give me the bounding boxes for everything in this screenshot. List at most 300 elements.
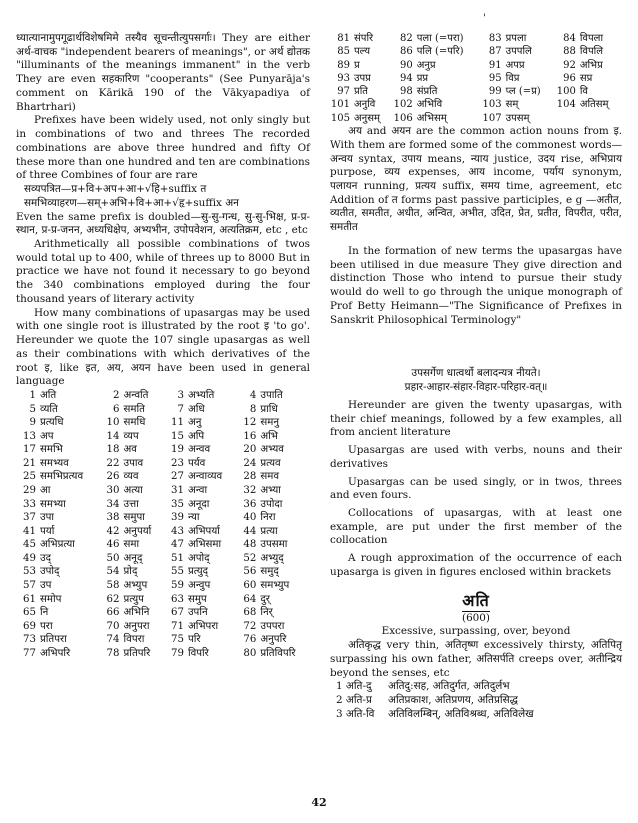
- entry-word: अभ्यति: [187, 390, 215, 402]
- entry-number: 66: [106, 607, 120, 619]
- table-cell: [100, 552, 164, 566]
- table-cell: [393, 59, 482, 72]
- page-number: 42: [311, 796, 327, 809]
- table-cell: [393, 45, 482, 58]
- formula-two: समभिव्याहरण—सम्+अभि+वि+आ+√हृ+suffix अन: [24, 196, 239, 209]
- entry-word: अभिपर्या: [187, 525, 220, 537]
- entry-number: 45: [23, 539, 36, 551]
- entry-number: 100: [556, 86, 576, 98]
- entry-word: प्रति: [354, 86, 368, 98]
- entry-number: 80: [243, 647, 257, 659]
- table-cell: [236, 593, 310, 607]
- entry-number: 70: [106, 620, 120, 632]
- entry-word: अव: [123, 444, 137, 456]
- table-cell: [164, 525, 236, 539]
- entry-word: निर्: [260, 607, 273, 619]
- entry-number: 73: [23, 634, 36, 646]
- table-cell: [236, 633, 310, 647]
- entry-word: समभ्युप: [260, 579, 290, 591]
- entry-word: उप: [40, 579, 52, 591]
- entry-word: उत्ता: [123, 498, 139, 510]
- right-column: [330, 32, 622, 722]
- root-i-paragraph: How many combinations of upasargas may be used with one single root is illustrated by the root इ 'to go'. Hereunder we quote the 107 single upasargas as well as their combinations with which derivatives of the root इ, like इत, अय, अयन have been used in general language: [16, 306, 310, 388]
- entry-word: समुद्: [260, 566, 279, 578]
- collocation-text: अतिप्रकाश, अतिप्रणय, अतिप्रसिद्ध: [388, 694, 518, 707]
- table-cell: [100, 633, 164, 647]
- table-row: [16, 579, 310, 593]
- entry-word: नि: [40, 607, 49, 619]
- table-cell: [100, 470, 164, 484]
- entry-word: अभ्युप: [123, 579, 148, 591]
- collocation-item: [330, 708, 622, 722]
- entry-word: अभिप्रत्या: [40, 539, 75, 551]
- formula-one: सव्यपत्रित—प्र+वि+अप+आ+√हि+suffix त: [24, 183, 207, 196]
- table-cell: [100, 538, 164, 552]
- entry-word: व्यति: [40, 403, 58, 415]
- entry-word: उपसमा: [260, 539, 288, 551]
- table-cell: [236, 565, 310, 579]
- table-cell: [16, 593, 100, 607]
- table-cell: [556, 72, 622, 85]
- entry-number: 60: [243, 579, 257, 591]
- entry-word: समुपा: [123, 512, 145, 524]
- table-cell: [100, 416, 164, 430]
- entry-word: पलि (=परि): [416, 46, 464, 58]
- table-cell: [236, 606, 310, 620]
- entry-word: अभिसमा: [187, 539, 222, 551]
- entry-number: 87: [488, 46, 502, 58]
- entry-word: समोप: [40, 593, 62, 605]
- table-cell: [236, 525, 310, 539]
- entry-word: अनुवि: [354, 99, 376, 111]
- entry-number: 56: [243, 566, 257, 578]
- entry-word: आ: [40, 485, 51, 497]
- entry-word: प्रत्यव: [260, 457, 281, 469]
- entry-number: 85: [337, 46, 350, 58]
- table-cell: [482, 32, 556, 45]
- table-cell: [393, 98, 482, 111]
- entry-number: 77: [23, 647, 36, 659]
- entry-number: 82: [399, 33, 413, 44]
- entry-word: अभिप्र: [579, 59, 603, 71]
- entry-number: 5: [29, 403, 36, 415]
- entry-word: अनुपर्या: [123, 525, 152, 537]
- entry-number: 17: [23, 444, 36, 456]
- entry-word: अत्या: [123, 485, 143, 497]
- entry-number: 7: [177, 403, 184, 415]
- occurrence-paragraph: A rough approximation of the occurrence of each upasarga is given in figures enclosed within brackets: [330, 552, 622, 578]
- entry-number: 14: [106, 430, 120, 442]
- table-cell: [556, 59, 622, 72]
- table-cell: [482, 112, 556, 125]
- entry-word: अन्वव: [187, 444, 211, 456]
- entry-number: 49: [23, 552, 36, 564]
- entry-number: 2: [113, 390, 120, 402]
- table-cell: [16, 511, 100, 525]
- entry-number: 18: [106, 444, 120, 456]
- entry-word: उपपलि: [505, 46, 532, 58]
- usage-paragraph: Upasargas are used with verbs, nouns and their derivatives: [330, 444, 622, 470]
- entry-number: 29: [23, 485, 36, 497]
- entry-number: 57: [23, 579, 36, 591]
- upasarga-table-right: [330, 32, 622, 125]
- twenty-upasargas-paragraph: Hereunder are given the twenty upasargas, with their chief meanings, followed by a few examples, all from ancient literature: [330, 398, 622, 439]
- entry-number: 76: [243, 634, 257, 646]
- entry-word: अनूद्: [123, 552, 143, 564]
- entry-word: सम्: [505, 99, 519, 111]
- entry-word: समभ्यव: [40, 457, 69, 469]
- table-cell: [100, 389, 164, 403]
- table-cell: [330, 98, 393, 111]
- table-cell: [164, 579, 236, 593]
- section-heading: अति: [462, 590, 490, 610]
- action-nouns-paragraph: अय and अयन are the common action nouns from इ. With them are formed some of the commonest words—अन्वय syntax, उपाय means, न्याय justice, उदय rise, अभिप्राय purpose, व्यय expenses, आय income, पर्याय synonym, पलायन running, प्रत्यय suffix, समय time, agreement, etc Addition of त forms past passive participles, e g —अतीत, व्यतीत, समतीत, अधीत, अन्वित, अभीत, उदित, प्रेत, प्रतीत, विपरीत, परीत, समतीत: [330, 125, 622, 234]
- entry-word: अभ्या: [260, 485, 281, 497]
- entry-number: 105: [330, 112, 350, 124]
- entry-word: सप्र: [579, 72, 593, 84]
- entry-number: 74: [106, 634, 120, 646]
- collocations-paragraph: Collocations of upasargas, with at least one example, are put under the first member of the collocation: [330, 506, 622, 547]
- entry-number: 58: [106, 579, 120, 591]
- entry-word: विपलि: [579, 46, 604, 58]
- table-cell: [164, 470, 236, 484]
- table-cell: [100, 511, 164, 525]
- entry-number: 47: [170, 539, 184, 551]
- entry-word: विपरि: [187, 647, 209, 659]
- collocation-list: [330, 680, 622, 721]
- entry-word: अनु: [187, 417, 202, 429]
- singly-paragraph: Upasargas can be used singly, or in twos, threes and even fours.: [330, 475, 622, 502]
- entry-number: 43: [170, 525, 184, 537]
- table-cell: [100, 620, 164, 634]
- entry-number: 36: [243, 498, 257, 510]
- entry-number: 51: [170, 552, 184, 564]
- table-row: [16, 389, 310, 403]
- entry-number: 27: [170, 471, 184, 483]
- entry-number: 23: [170, 457, 184, 469]
- table-row: [16, 457, 310, 471]
- table-cell: [164, 633, 236, 647]
- entry-word: न्या: [187, 512, 200, 524]
- table-cell: [236, 552, 310, 566]
- table-cell: [16, 416, 100, 430]
- entry-number: 24: [243, 457, 257, 469]
- table-cell: [236, 538, 310, 552]
- table-cell: [100, 430, 164, 444]
- entry-word: अपि: [187, 430, 205, 442]
- entry-number: 22: [106, 457, 120, 469]
- table-row: [16, 525, 310, 539]
- entry-word: अन्वति: [123, 390, 149, 402]
- entry-number: 44: [243, 525, 257, 537]
- entry-word: समव: [260, 471, 280, 483]
- entry-number: 99: [488, 86, 502, 98]
- table-cell: [100, 565, 164, 579]
- table-cell: [393, 85, 482, 98]
- entry-number: 84: [563, 33, 576, 44]
- table-cell: [164, 430, 236, 444]
- table-cell: [100, 498, 164, 512]
- table-cell: [482, 98, 556, 111]
- table-cell: [16, 579, 100, 593]
- entry-word: दुर्: [260, 593, 270, 605]
- entry-number: 102: [393, 99, 413, 111]
- entry-word: विपरा: [123, 634, 145, 646]
- table-cell: [16, 430, 100, 444]
- table-cell: [164, 511, 236, 525]
- entry-number: 72: [243, 620, 257, 632]
- table-row: [330, 45, 622, 58]
- table-cell: [393, 32, 482, 45]
- entry-word: अभ्यव: [260, 444, 284, 456]
- table-cell: [100, 606, 164, 620]
- table-cell: [236, 511, 310, 525]
- entry-number: 81: [337, 33, 350, 44]
- entry-word: समधि: [123, 417, 146, 429]
- table-cell: [100, 525, 164, 539]
- entry-number: 88: [563, 46, 576, 58]
- table-cell: [330, 59, 393, 72]
- table-cell: [556, 112, 622, 125]
- table-row: [330, 59, 622, 72]
- table-cell: [236, 470, 310, 484]
- entry-word: उपोद्: [40, 566, 60, 578]
- entry-number: 89: [337, 59, 350, 71]
- entry-word: पर्या: [40, 525, 55, 537]
- entry-word: वि: [579, 86, 588, 98]
- table-cell: [556, 85, 622, 98]
- entry-number: 21: [23, 457, 36, 469]
- entry-number: 86: [399, 46, 413, 58]
- entry-number: 31: [170, 485, 184, 497]
- entry-number: 38: [106, 512, 120, 524]
- table-cell: [482, 85, 556, 98]
- entry-word: अनुसम्: [354, 112, 380, 124]
- entry-word: उद्: [40, 552, 51, 564]
- entry-number: 106: [393, 112, 413, 124]
- table-row: [330, 85, 622, 98]
- collocation-label: 3 अति-वि: [336, 707, 375, 720]
- entry-word: उपनि: [187, 607, 208, 619]
- entry-word: अनुपरा: [123, 620, 150, 632]
- entry-number: 26: [106, 471, 120, 483]
- entry-number: 50: [106, 552, 120, 564]
- table-row: [330, 98, 622, 111]
- new-terms-paragraph: In the formation of new terms the upasargas have been utilised in due measure They give direction and distinction Those who intend to pursue their study would do well to go through the unique monograph of Prof Betty Heimann—"The Significance of Prefixes in Sanskrit Philosophical Terminology": [330, 244, 622, 326]
- table-cell: [236, 457, 310, 471]
- table-cell: [164, 484, 236, 498]
- table-row: [16, 498, 310, 512]
- table-row: [330, 32, 622, 45]
- entry-word: व्यव: [123, 471, 139, 483]
- entry-number: 71: [170, 620, 184, 632]
- table-cell: [16, 565, 100, 579]
- table-cell: [100, 647, 164, 661]
- table-row: [16, 511, 310, 525]
- table-row: [16, 606, 310, 620]
- entry-word: परा: [40, 620, 53, 632]
- entry-number: 83: [488, 33, 502, 44]
- table-cell: [164, 647, 236, 661]
- entry-word: समभ्या: [40, 498, 66, 510]
- upasarga-table-left: [16, 389, 310, 660]
- collocation-item: [330, 680, 622, 694]
- entry-word: समभि: [40, 444, 63, 456]
- entry-number: 37: [23, 512, 36, 524]
- entry-number: 93: [337, 72, 350, 84]
- entry-word: समभिप्रत्यव: [40, 471, 84, 483]
- entry-word: विपला: [579, 33, 604, 44]
- entry-number: 59: [170, 579, 184, 591]
- entry-number: 16: [243, 430, 257, 442]
- entry-number: 46: [106, 539, 120, 551]
- table-cell: [393, 72, 482, 85]
- entry-number: 8: [249, 403, 257, 415]
- entry-number: 52: [243, 552, 257, 564]
- entry-number: 91: [488, 59, 502, 71]
- entry-number: 12: [243, 417, 257, 429]
- entry-number: 13: [23, 430, 36, 442]
- entry-word: अन्वा: [187, 485, 208, 497]
- entry-number: 94: [399, 72, 413, 84]
- entry-word: समा: [123, 539, 140, 551]
- table-cell: [16, 403, 100, 417]
- table-cell: [16, 647, 100, 661]
- entry-number: 3: [177, 390, 184, 402]
- entry-number: 4: [249, 390, 257, 402]
- entry-word: संपरि: [354, 33, 374, 44]
- table-cell: [236, 484, 310, 498]
- entry-number: 64: [243, 593, 257, 605]
- entry-word: अपोद्: [187, 552, 210, 564]
- entry-word: उपोदा: [260, 498, 283, 510]
- entry-number: 98: [399, 86, 413, 98]
- table-cell: [556, 45, 622, 58]
- entry-word: अभ्युद्: [260, 552, 284, 564]
- entry-number: 53: [23, 566, 36, 578]
- table-row: [16, 484, 310, 498]
- entry-word: विप्र: [505, 72, 520, 84]
- table-cell: [164, 457, 236, 471]
- table-cell: [100, 403, 164, 417]
- entry-word: समुप: [187, 593, 207, 605]
- entry-number: 96: [563, 72, 576, 84]
- entry-number: 61: [23, 593, 36, 605]
- arithmetic-paragraph: Arithmetically all possible combinations of twos would total up to 400, while of threes up to 8000 But in practice we have not found it necessary to go beyond the 340 combinations employed during the four thousand years of literary activity: [16, 238, 310, 305]
- entry-number: 32: [243, 485, 257, 497]
- table-row: [16, 538, 310, 552]
- table-cell: [16, 552, 100, 566]
- entry-word: प्रप्र: [416, 72, 429, 84]
- table-row: [16, 593, 310, 607]
- table-row: [16, 430, 310, 444]
- entry-word: प्र: [354, 59, 360, 71]
- entry-word: अपप्र: [505, 59, 525, 71]
- table-cell: [164, 498, 236, 512]
- entry-number: 68: [243, 607, 257, 619]
- entry-number: 6: [113, 403, 120, 415]
- entry-word: प्रत्यधि: [40, 417, 64, 429]
- ati-meaning: Excessive, surpassing, over, beyond: [381, 625, 571, 638]
- entry-word: उपसम्: [505, 112, 530, 124]
- entry-number: 101: [330, 99, 350, 111]
- table-cell: [164, 552, 236, 566]
- entry-word: प्रतिपरा: [40, 634, 67, 646]
- entry-number: 41: [23, 525, 36, 537]
- intro-paragraph: ध्यात्यानामुपगूढार्थविशेषमिमे तस्यैव सूचन्तीत्युपसर्गाः। They are either अर्थ-वाचक "independent bearers of meanings", or अर्थ द्योतक "illuminants of the meanings immanent" in the verb They are even सहकारिण "cooperants" (See Punyarāja's comment on Kārikā 190 of the Vākyapadiya of Bhartrhari): [16, 32, 310, 113]
- entry-number: 33: [23, 498, 36, 510]
- entry-number: 62: [106, 593, 120, 605]
- entry-number: 10: [106, 417, 120, 429]
- entry-number: 79: [170, 647, 184, 659]
- table-cell: [236, 389, 310, 403]
- entry-number: 35: [170, 498, 184, 510]
- entry-word: प्रतिपरि: [123, 647, 151, 659]
- table-cell: [330, 85, 393, 98]
- collocation-label: 2 अति-प्र: [336, 694, 372, 707]
- table-cell: [164, 606, 236, 620]
- table-cell: [100, 443, 164, 457]
- entry-word: उपपरा: [260, 620, 285, 632]
- table-cell: [164, 443, 236, 457]
- table-cell: [164, 403, 236, 417]
- verse-line-one: उपसर्गेण धात्वर्थो बलादन्यत्र नीयते।: [411, 367, 541, 380]
- table-cell: [16, 470, 100, 484]
- entry-word: प्रतिविपरि: [260, 647, 296, 659]
- table-cell: [330, 72, 393, 85]
- entry-number: 54: [106, 566, 120, 578]
- entry-word: अभि: [260, 430, 278, 442]
- table-cell: [100, 457, 164, 471]
- entry-number: 90: [399, 59, 413, 71]
- occurrence-count: (600): [462, 611, 490, 624]
- table-cell: [330, 45, 393, 58]
- table-cell: [16, 484, 100, 498]
- table-cell: [236, 416, 310, 430]
- entry-word: समनु: [260, 417, 280, 429]
- entry-word: अन्वुप: [187, 579, 211, 591]
- prefixes-paragraph: Prefixes have been widely used, not only singly but in combinations of two and threes The recorded combinations are above three hundred and fifty Of these more than one hundred and ten are combinations of three Combines of four are rare: [16, 114, 310, 182]
- entry-word: व्यप: [123, 430, 139, 442]
- collocation-text: अतिदु:सह, अतिदुर्गत, अतिदुर्लभ: [388, 680, 510, 693]
- entry-word: उपा: [40, 512, 55, 524]
- entry-number: 34: [106, 498, 120, 510]
- table-cell: [164, 565, 236, 579]
- table-cell: [100, 484, 164, 498]
- table-row: [330, 112, 622, 125]
- entry-number: 78: [106, 647, 120, 659]
- table-cell: [16, 443, 100, 457]
- entry-number: 104: [556, 99, 576, 111]
- entry-number: 40: [243, 512, 257, 524]
- table-cell: [16, 525, 100, 539]
- entry-word: उपाव: [123, 457, 144, 469]
- left-column: [16, 32, 310, 660]
- table-cell: [100, 579, 164, 593]
- table-cell: [556, 98, 622, 111]
- verse-line-two: प्रहार-आहार-संहार-विहार-परिहार-वत्॥: [404, 381, 548, 394]
- entry-word: अभिपरि: [40, 647, 71, 659]
- entry-word: अभिपरा: [187, 620, 219, 632]
- entry-word: अभिसम्: [416, 112, 447, 124]
- collocation-text: अतिविलम्बिन्, अतिविश्रब्ध, अतिविलेख: [388, 707, 534, 720]
- table-row: [16, 403, 310, 417]
- table-cell: [236, 403, 310, 417]
- table-cell: [556, 32, 622, 45]
- entry-number: 1: [29, 390, 36, 402]
- entry-number: 15: [170, 430, 184, 442]
- table-cell: [16, 389, 100, 403]
